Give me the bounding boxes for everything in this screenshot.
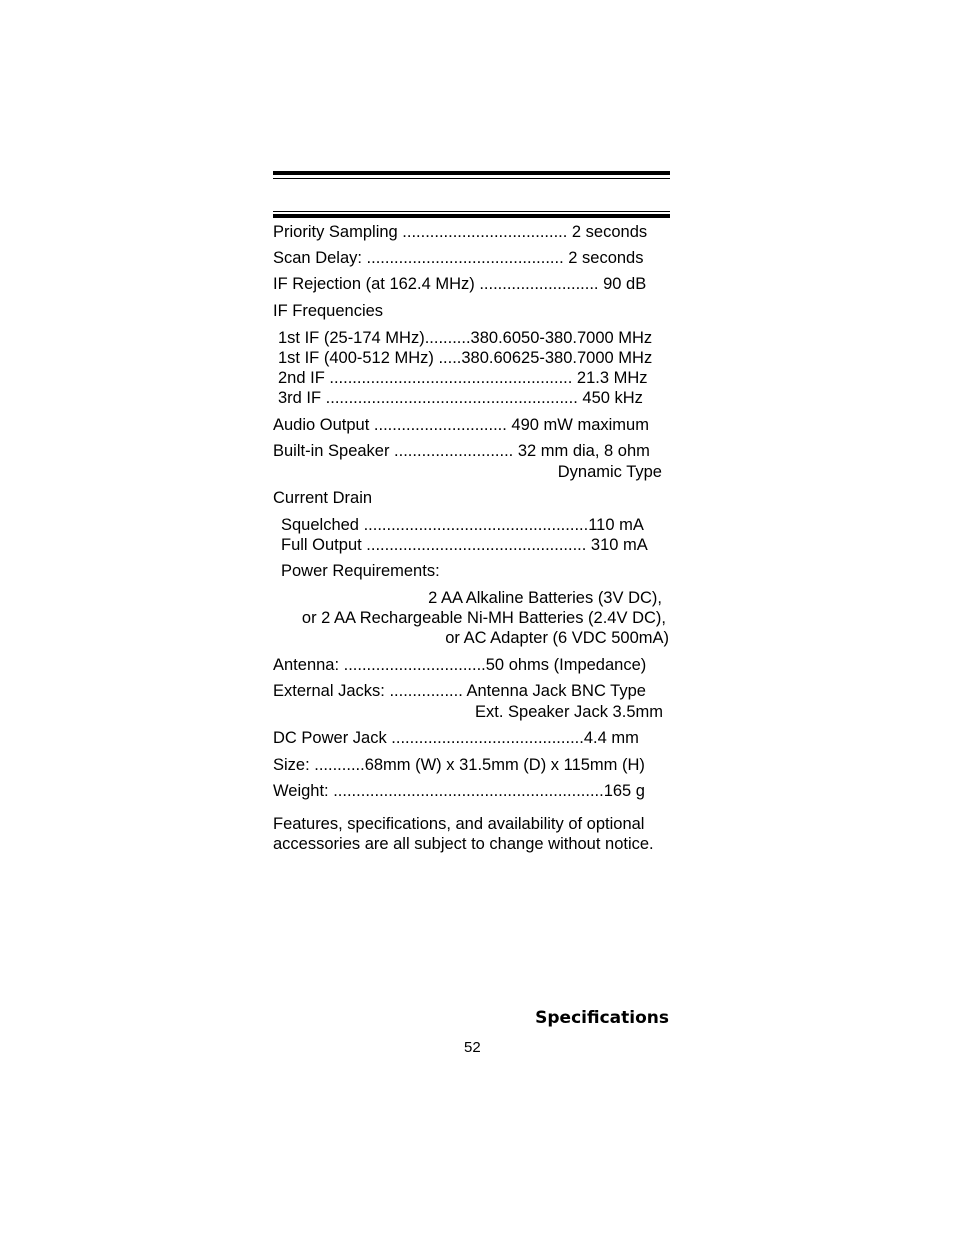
- header-rule-thick: [273, 214, 670, 218]
- spec-weight: Weight: ...........................................................165 g: [273, 782, 645, 800]
- spec-antenna: Antenna: ...............................50 ohms (Impedance): [273, 656, 647, 674]
- spec-if-rejection: IF Rejection (at 162.4 MHz) .......................... 90 dB: [273, 275, 647, 293]
- top-rule-thick: [273, 171, 670, 175]
- notice-line-1: Features, specifications, and availability of optional: [273, 815, 645, 833]
- spec-if1-uhf: 1st IF (400-512 MHz) .....380.60625-380.7000 MHz: [278, 349, 653, 367]
- spec-power-nimh: or 2 AA Rechargeable Ni-MH Batteries (2.4V DC),: [301, 609, 666, 627]
- spec-dc-power-jack: DC Power Jack ..........................................4.4 mm: [273, 729, 639, 747]
- spec-if2: 2nd IF ..................................................... 21.3 MHz: [278, 369, 648, 387]
- spec-ext-speaker-jack: Ext. Speaker Jack 3.5mm: [475, 703, 663, 721]
- spec-size: Size: ...........68mm (W) x 31.5mm (D) x 115mm (H): [273, 756, 645, 774]
- spec-if3: 3rd IF ....................................................... 450 kHz: [278, 389, 643, 407]
- top-rule-thin: [273, 178, 670, 179]
- spec-full-output: Full Output ................................................ 310 mA: [281, 536, 648, 554]
- section-title: Specifications: [535, 1008, 669, 1028]
- spec-squelched: Squelched .................................................110 mA: [281, 516, 644, 534]
- spec-if1-vhf: 1st IF (25-174 MHz)..........380.6050-380.7000 MHz: [278, 329, 653, 347]
- spec-current-drain-heading: Current Drain: [273, 489, 373, 507]
- spec-audio-output: Audio Output ............................. 490 mW maximum: [273, 416, 649, 434]
- spec-power-adapter: or AC Adapter (6 VDC 500mA): [445, 629, 669, 647]
- spec-power-alkaline: 2 AA Alkaline Batteries (3V DC),: [428, 589, 662, 607]
- spec-power-requirements-heading: Power Requirements:: [281, 562, 440, 580]
- notice-line-2: accessories are all subject to change without notice.: [273, 835, 654, 853]
- spec-scan-delay: Scan Delay: ........................................... 2 seconds: [273, 249, 644, 267]
- spec-builtin-speaker: Built-in Speaker .......................... 32 mm dia, 8 ohm: [273, 442, 650, 460]
- spec-priority-sampling: Priority Sampling .................................... 2 seconds: [273, 223, 648, 241]
- header-rule-thin: [273, 211, 670, 212]
- spec-external-jacks: External Jacks: ................ Antenna Jack BNC Type: [273, 682, 646, 700]
- spec-if-frequencies-heading: IF Frequencies: [273, 302, 384, 320]
- page-number: 52: [464, 1039, 481, 1056]
- spec-speaker-type: Dynamic Type: [557, 463, 662, 481]
